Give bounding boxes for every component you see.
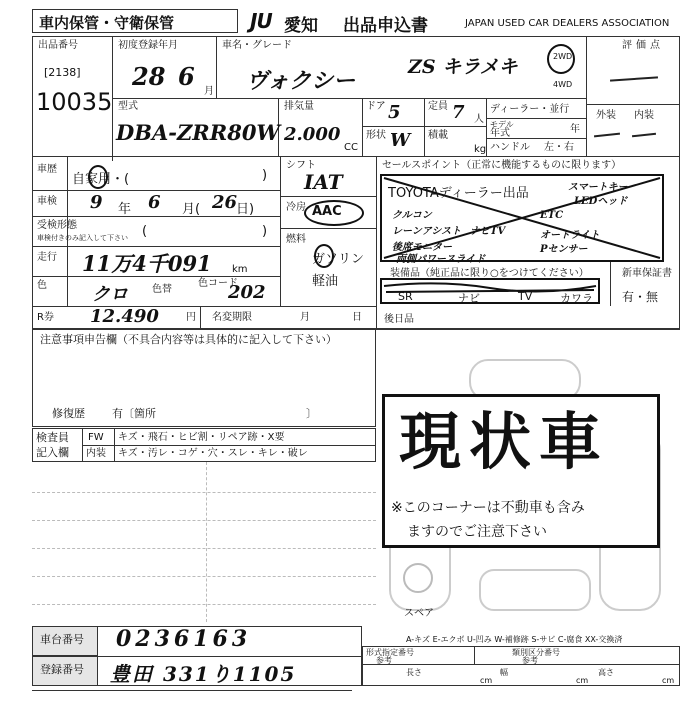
car-name: ヴォクシー bbox=[246, 68, 356, 94]
chassis-label: 車台番号 bbox=[40, 633, 84, 646]
diesel: 軽油 bbox=[312, 274, 339, 289]
equipment-label: 装備品（純正品に限り○をつけてください） bbox=[390, 268, 589, 279]
capacity-label: 定員 bbox=[428, 101, 448, 112]
sales-points-label: セールスポイント（正常に機能するものに限ります） bbox=[382, 160, 622, 171]
load-label: 積載 bbox=[428, 130, 448, 141]
equip-navi: ナビ bbox=[458, 292, 480, 305]
storage-label: 車内保管・守衛保管 bbox=[39, 14, 175, 32]
name-change-label: 名変期限 bbox=[212, 312, 252, 323]
color-code-label: 色コード bbox=[198, 278, 238, 289]
model-year-label: モデル bbox=[490, 120, 514, 129]
color-change-label: 色替 bbox=[152, 284, 172, 295]
receipt-label: 受検形態 bbox=[37, 220, 77, 231]
year-unit: 年 bbox=[570, 124, 580, 135]
handle-label: ハンドル bbox=[490, 142, 530, 153]
stamp-note-1: ※このコーナーは不動車も含み bbox=[391, 500, 585, 516]
shift-label: シフト bbox=[286, 160, 316, 171]
listing-number-label: 出品番号 bbox=[38, 40, 78, 51]
sales-item-8: オートライト bbox=[540, 230, 600, 241]
displacement-label: 排気量 bbox=[284, 101, 314, 112]
plate-label: 登録番号 bbox=[40, 663, 84, 676]
association-name: JAPAN USED CAR DEALERS ASSOCIATION bbox=[465, 18, 670, 29]
yen-unit: 円 bbox=[186, 312, 196, 323]
repair-label: 修復歴 bbox=[52, 407, 85, 420]
sales-item-6: ナビTV bbox=[470, 226, 506, 237]
equip-tv: TV bbox=[518, 290, 533, 303]
dealer-label: ディーラー・並行 bbox=[490, 104, 570, 115]
inspector-interior: 内装 bbox=[86, 448, 106, 459]
ju-logo: JU bbox=[250, 9, 272, 33]
form-ref: 参考 bbox=[376, 656, 392, 665]
inspector-fw-items: キズ・飛石・ヒビ割・リペア跡・X要 bbox=[118, 432, 285, 443]
model-code: DBA-ZRR80W bbox=[116, 120, 281, 145]
ac-label: 冷房 bbox=[286, 202, 306, 213]
inspector-label-1: 検査員 bbox=[36, 431, 69, 444]
height-label: 高さ bbox=[598, 668, 614, 677]
color-value: クロ bbox=[92, 284, 128, 305]
inspection-month-unit: 月( bbox=[182, 202, 201, 217]
width-label: 幅 bbox=[500, 668, 508, 677]
scribble-line bbox=[384, 283, 596, 292]
cc-unit: CC bbox=[344, 142, 358, 153]
rating-label: 評価点 bbox=[622, 40, 664, 51]
mileage-value: 11万4千091 bbox=[82, 251, 212, 276]
gasoline: ガソリン bbox=[312, 252, 365, 267]
inspection-month: 6 bbox=[148, 192, 161, 213]
length-unit: cm bbox=[480, 676, 493, 685]
handle-value: 左・右 bbox=[544, 142, 574, 153]
form-number-label: 形式指定番号 bbox=[366, 648, 414, 657]
door-label: ドア bbox=[366, 101, 386, 112]
height-unit: cm bbox=[662, 676, 675, 685]
month-unit: 月 bbox=[204, 86, 214, 97]
sales-item-4: ETC bbox=[540, 210, 564, 221]
storage-box bbox=[32, 9, 238, 33]
length-label: 長さ bbox=[406, 668, 422, 677]
color-code-value: 202 bbox=[228, 282, 266, 303]
name-change-month: 月 bbox=[300, 312, 310, 323]
reg-month: 6 bbox=[178, 62, 195, 91]
lot-bracket: [2138] bbox=[44, 66, 81, 79]
car-name-label: 車名・グレード bbox=[222, 40, 292, 51]
sales-item-10: Pセンサー bbox=[540, 244, 588, 255]
inspector-label-2: 記入欄 bbox=[36, 446, 69, 459]
form-title: 出品申込書 bbox=[343, 16, 428, 36]
repair-value: 有〔箇所 bbox=[112, 407, 156, 420]
grade: ZS キラメキ bbox=[408, 56, 518, 78]
after-items-label: 後日品 bbox=[384, 314, 414, 325]
class-number-label: 類別区分番号 bbox=[512, 648, 560, 657]
drive-box bbox=[545, 40, 583, 96]
equip-other: カワラ bbox=[560, 292, 593, 305]
inspector-fw: FW bbox=[88, 432, 104, 443]
drive-2wd-circle bbox=[547, 44, 575, 74]
door-value: 5 bbox=[388, 102, 401, 123]
warranty-value: 有・無 bbox=[622, 290, 659, 304]
drive-4wd: 4WD bbox=[553, 80, 573, 89]
color-label: 色 bbox=[37, 280, 47, 291]
ext-label: 外装 bbox=[596, 110, 616, 121]
sales-item-2: LEDヘッド bbox=[574, 196, 628, 207]
inspection-year-unit: 年 bbox=[118, 202, 132, 217]
car-history-value: 自家用・( bbox=[72, 172, 130, 187]
condition-stamp bbox=[382, 394, 660, 548]
damage-legend: A-キズ E-エクボ U-凹み W-補修跡 S-サビ C-腐食 XX-交換済 bbox=[406, 635, 623, 644]
sales-item-5: レーンアシスト bbox=[392, 226, 462, 237]
warranty-label: 新車保証書 bbox=[622, 268, 672, 279]
car-history-circle bbox=[88, 165, 108, 189]
sales-dealer-text: TOYOTAディーラー出品 bbox=[388, 186, 529, 201]
notice-label: 注意事項申告欄（不具合内容等は具体的に記入して下さい） bbox=[40, 333, 337, 346]
inspection-label: 車検 bbox=[37, 196, 57, 207]
spare-label: スペア bbox=[404, 608, 434, 619]
equip-sr: SR bbox=[398, 290, 413, 303]
repair-close: 〕 bbox=[306, 407, 317, 420]
gasoline-circle bbox=[314, 244, 334, 268]
int-label: 内装 bbox=[634, 110, 654, 121]
car-history-close: ) bbox=[262, 168, 268, 183]
kg-unit: kg bbox=[474, 144, 487, 155]
ac-value: AAC bbox=[312, 204, 342, 219]
first-reg-label: 初度登録年月 bbox=[118, 40, 178, 51]
sales-item-1: スマートキー bbox=[568, 182, 628, 193]
shift-value: IAT bbox=[304, 170, 343, 194]
reg-year: 28 bbox=[132, 62, 166, 91]
chassis-number: 0236163 bbox=[116, 626, 252, 652]
model-year-label2: 年式 bbox=[490, 128, 510, 139]
spare-tire-outline bbox=[404, 564, 432, 592]
lot-number: 10035 bbox=[36, 88, 113, 116]
plate-number: 豊田 331り1105 bbox=[110, 662, 297, 686]
sales-item-9: 両側パワースライド bbox=[396, 254, 486, 265]
width-unit: cm bbox=[576, 676, 589, 685]
name-change-day: 日 bbox=[352, 312, 362, 323]
sales-item-3: クルコン bbox=[392, 210, 432, 221]
km-unit: km bbox=[232, 264, 248, 275]
fuel-label: 燃料 bbox=[286, 234, 306, 245]
stamp-title: 現状車 bbox=[399, 405, 610, 478]
model-label: 型式 bbox=[118, 101, 138, 112]
receipt-note: 車検付きのみ記入して下さい bbox=[37, 234, 128, 242]
shape-value: W bbox=[390, 130, 411, 151]
recycle-value: 12.490 bbox=[90, 306, 159, 327]
inspection-day: 26 bbox=[212, 192, 238, 213]
car-history-label: 車歴 bbox=[37, 164, 57, 175]
receipt-open: ( bbox=[142, 224, 148, 239]
car-rear-outline bbox=[480, 570, 590, 610]
sales-item-7: 後席モニター bbox=[392, 242, 452, 253]
equipment-scribble bbox=[380, 278, 600, 304]
capacity-value: 7 bbox=[452, 102, 465, 123]
recycle-label: R券 bbox=[37, 312, 54, 323]
person-unit: 人 bbox=[474, 114, 484, 125]
inspection-year: 9 bbox=[90, 192, 103, 213]
inspector-interior-items: キズ・汚レ・コゲ・穴・スレ・キレ・破レ bbox=[118, 448, 308, 459]
shape-label: 形状 bbox=[366, 130, 386, 141]
stamp-note-2: ますのでご注意下さい bbox=[407, 524, 547, 540]
receipt-close: ) bbox=[262, 224, 268, 239]
bottom-strip bbox=[32, 690, 352, 701]
mileage-label: 走行 bbox=[37, 252, 57, 263]
inspection-day-unit: 日) bbox=[236, 202, 255, 217]
org-name: 愛知 bbox=[284, 16, 318, 36]
class-ref: 参考 bbox=[522, 656, 538, 665]
displacement-value: 2.000 bbox=[284, 124, 341, 145]
drive-2wd: 2WD bbox=[553, 52, 573, 61]
